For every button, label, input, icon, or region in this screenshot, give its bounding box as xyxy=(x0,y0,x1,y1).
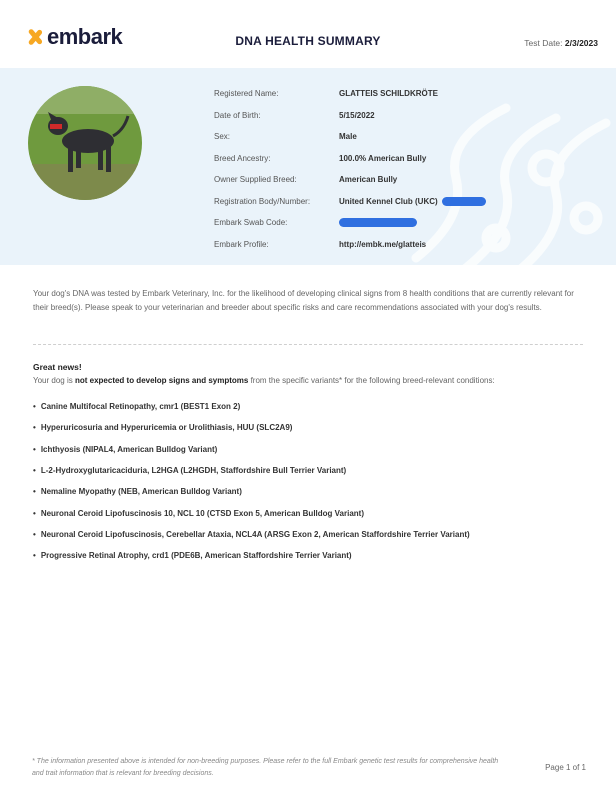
condition-item xyxy=(33,481,470,502)
condition-item xyxy=(33,502,470,523)
condition-item xyxy=(33,417,470,438)
condition-name: Ichthyosis (NIPAL4, American Bulldog Variant) xyxy=(40,444,218,454)
condition-name: Neuronal Ceroid Lipofuscinosis 10, NCL 10 (CTSD Exon 5, American Bulldog Variant) xyxy=(40,508,364,518)
date-of-birth-row xyxy=(214,105,486,127)
dog-info-table xyxy=(214,83,486,255)
info-label: Embark Profile: xyxy=(214,239,269,249)
condition-name: Neuronal Ceroid Lipofuscinosis, Cerebellar Ataxia, NCL4A (ARSG Exon 2, American Staffordshire Terrier Variant) xyxy=(40,529,470,539)
divider xyxy=(33,344,583,345)
embark-profile-link[interactable]: http://embk.me/glatteis xyxy=(339,239,427,249)
info-label: Date of Birth: xyxy=(214,110,261,120)
page-number: Page 1 of 1 xyxy=(545,763,586,772)
owner-supplied-breed-row xyxy=(214,169,486,191)
test-date xyxy=(524,38,598,48)
registration-body: United Kennel Club (UKC) xyxy=(339,196,438,206)
results-summary-emphasis: not expected to develop signs and symptoms xyxy=(74,376,249,385)
page-header xyxy=(0,0,616,68)
condition-name: Canine Multifocal Retinopathy, cmr1 (BEST1 Exon 2) xyxy=(40,402,241,412)
info-label: Embark Swab Code: xyxy=(214,218,288,228)
info-label: Registered Name: xyxy=(214,89,279,99)
bullet-icon: • xyxy=(33,444,36,454)
date-of-birth-value: 5/15/2022 xyxy=(339,110,375,120)
condition-name: Nemaline Myopathy (NEB, American Bulldog Variant) xyxy=(40,487,242,497)
sex-value: Male xyxy=(339,132,357,142)
bullet-icon: • xyxy=(33,423,36,433)
info-label: Sex: xyxy=(214,132,231,142)
condition-item xyxy=(33,439,470,460)
bullet-icon: • xyxy=(33,487,36,497)
dog-photo xyxy=(28,86,142,200)
bullet-icon: • xyxy=(33,529,36,539)
breed-ancestry-value: 100.0% American Bully xyxy=(339,153,427,163)
condition-item xyxy=(33,460,470,481)
swab-code-value xyxy=(339,218,417,227)
redaction-mark xyxy=(442,197,486,206)
results-summary-suffix: from the specific variants* for the following breed-relevant conditions: xyxy=(248,376,495,385)
footnote: * The information presented above is intended for non-breeding purposes. Please refer to the full Embark genetic test results for comprehensive health and trait information that is relevant for breeding decisions. xyxy=(32,758,499,777)
results-summary xyxy=(33,376,495,385)
bullet-icon: • xyxy=(33,402,36,412)
registration-value xyxy=(339,197,486,206)
results-summary-prefix: Your dog is xyxy=(33,376,75,385)
breed-ancestry-row xyxy=(214,148,486,170)
dog-profile-section xyxy=(0,68,616,265)
conditions-list xyxy=(33,396,470,566)
condition-item xyxy=(33,396,470,417)
embark-profile-row xyxy=(214,234,486,256)
test-date-label: Test Date: xyxy=(524,38,563,48)
owner-supplied-breed-value: American Bully xyxy=(339,175,398,185)
swab-code-row xyxy=(214,212,486,234)
condition-name: Progressive Retinal Atrophy, crd1 (PDE6B, American Staffordshire Terrier Variant) xyxy=(40,551,352,561)
condition-name: L-2-Hydroxyglutaricaciduria, L2HGA (L2HGDH, Staffordshire Bull Terrier Variant) xyxy=(40,466,347,476)
redaction-mark xyxy=(339,218,417,227)
page-title: DNA HEALTH SUMMARY xyxy=(235,34,381,48)
registration-row xyxy=(214,191,486,213)
condition-item xyxy=(33,524,470,545)
registered-name-value: GLATTEIS SCHILDKRÖTE xyxy=(339,89,438,99)
info-label: Registration Body/Number: xyxy=(214,196,311,206)
sex-row xyxy=(214,126,486,148)
bullet-icon: • xyxy=(33,466,36,476)
info-label: Breed Ancestry: xyxy=(214,153,271,163)
logo-text: embark xyxy=(47,24,123,49)
intro-paragraph: Your dog's DNA was tested by Embark Veterinary, Inc. for the likelihood of developing clinical signs from 8 health conditions that are currently relevant for their breed(s). Please speak to your veterinarian and breeder about specific risks and care recommendations associated with your dog's results. xyxy=(33,289,574,312)
bullet-icon: • xyxy=(33,508,36,518)
registered-name-row xyxy=(214,83,486,105)
test-date-value: 2/3/2023 xyxy=(564,38,598,48)
bullet-icon: • xyxy=(33,551,36,561)
condition-item xyxy=(33,545,470,566)
results-heading: Great news! xyxy=(33,362,82,372)
info-label: Owner Supplied Breed: xyxy=(214,175,297,185)
condition-name: Hyperuricosuria and Hyperuricemia or Urolithiasis, HUU (SLC2A9) xyxy=(40,423,293,433)
